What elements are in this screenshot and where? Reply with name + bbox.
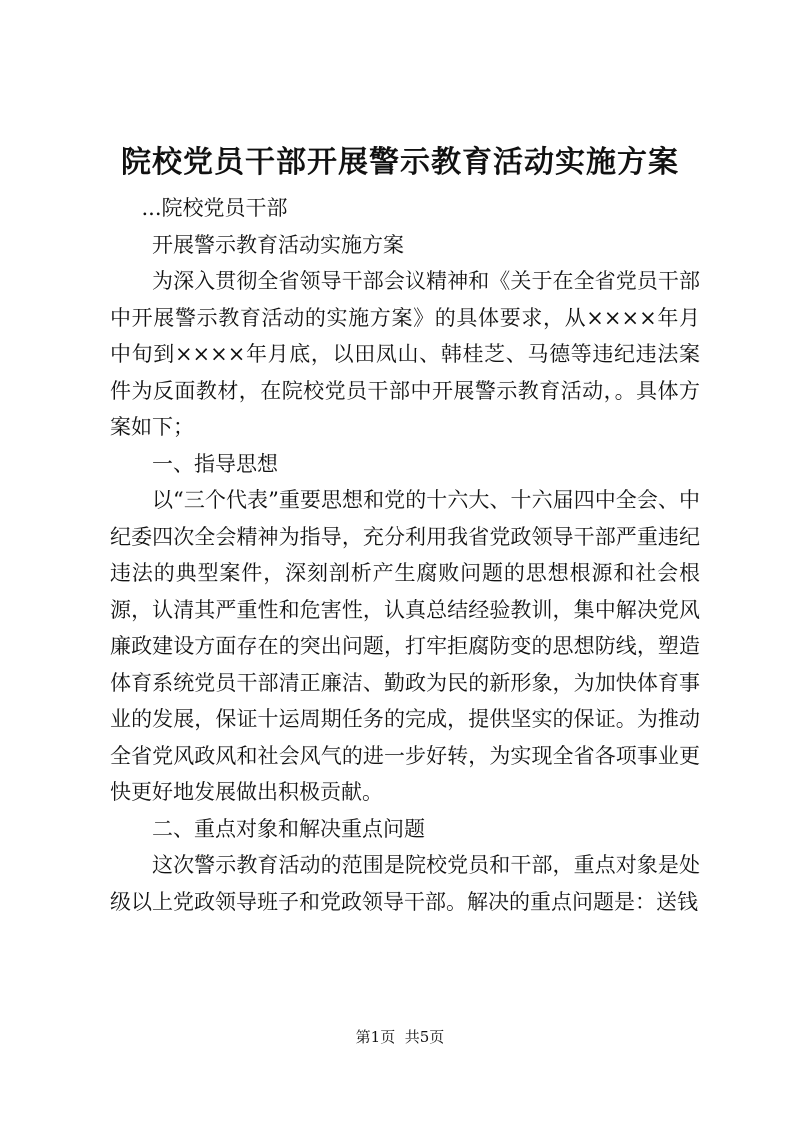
section-heading-guiding-thought: 一、指导思想 (152, 451, 278, 476)
paragraph-subtitle: 开展警示教育活动实施方案 (152, 232, 404, 257)
page-footer (0, 1027, 800, 1047)
section-heading-key-targets: 二、重点对象和解决重点问题 (152, 816, 425, 841)
paragraph-intro: 为深入贯彻全省领导干部会议精神和《关于在全省党员干部中开展警示教育活动的实施方案》的具体要求，从××××年月中旬到××××年月底，以田凤山、韩桂芝、马德等违纪违法案件为反面教材，在院校党员干部中开展警示教育活动，。具体方案如下； (110, 269, 700, 439)
paragraph-key-targets: 这次警示教育活动的范围是院校党员和干部，重点对象是处级以上党政领导班子和党政领导干部。解决的重点问题是：送钱 (110, 853, 700, 914)
paragraph-guiding-thought: 以“三个代表”重要思想和党的十六大、十六届四中全会、中纪委四次全会精神为指导，充分利用我省党政领导干部严重违纪违法的典型案件，深刻剖析产生腐败问题的思想根源和社会根源，认清其严重性和危害性，认真总结经验教训，集中解决党风廉政建设方面存在的突出问题，打牢拒腐防变的思想防线，塑造体育系统党员干部清正廉洁、勤政为民的新形象，为加快体育事业的发展，保证十运周期任务的完成，提供坚实的保证。为推动全省党风政风和社会风气的进一步好转，为实现全省各项事业更快更好地发展做出积极贡献。 (110, 488, 700, 804)
page-title: 院校党员干部开展警示教育活动实施方案 (121, 145, 679, 180)
document-body (110, 190, 700, 920)
page-number: 第1页 (355, 1028, 396, 1046)
paragraph-org: ...院校党员干部 (141, 196, 288, 220)
page-total: 共5页 (404, 1028, 445, 1046)
